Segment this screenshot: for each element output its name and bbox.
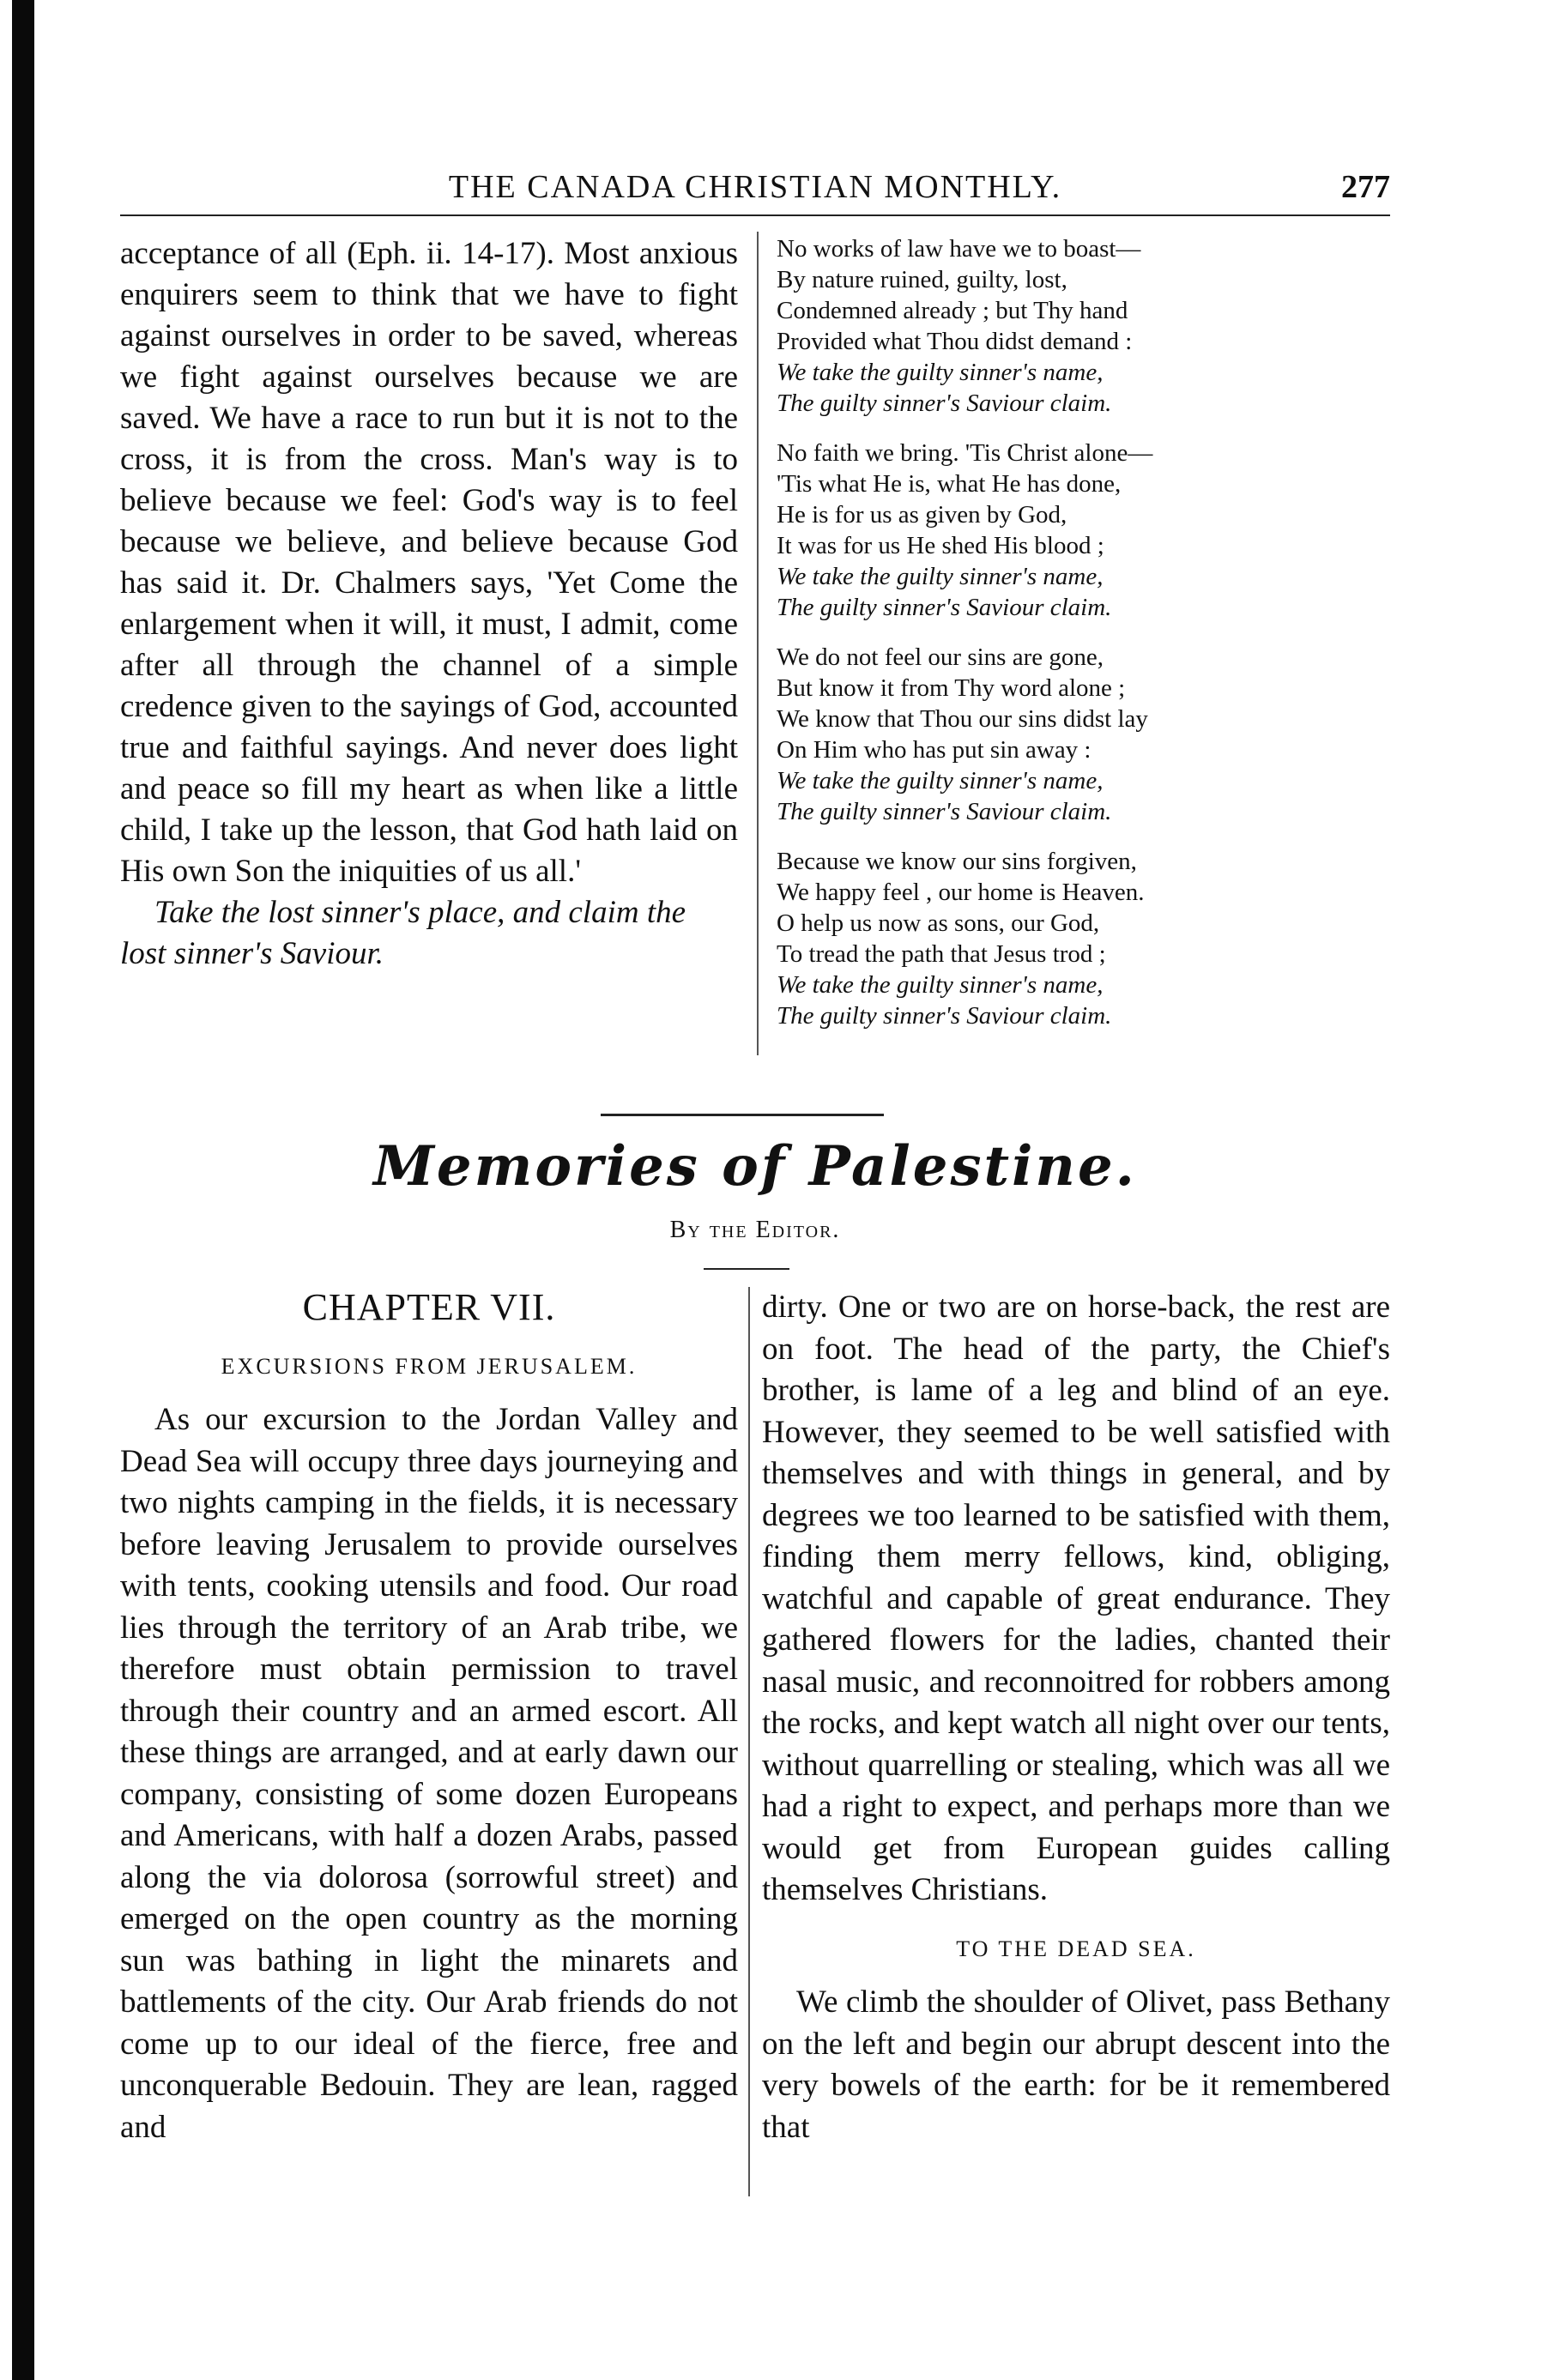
article-column-right — [762, 1287, 1390, 2148]
poem-refrain-line: The guilty sinner's Saviour claim. — [777, 1002, 1112, 1030]
poem-line: On Him who has put sin away : — [777, 736, 1091, 764]
closing-exhortation: Take the lost sinner's place, and claim the lost sinner's Saviour. — [120, 895, 686, 971]
column-divider-bottom — [748, 1287, 750, 2196]
poem-refrain-line: The guilty sinner's Saviour claim. — [777, 390, 1112, 417]
column-divider-top — [757, 232, 759, 1055]
header-rule — [120, 214, 1390, 216]
poem-line: O help us now as sons, our God, — [777, 909, 1100, 937]
article-paragraph: dirty. One or two are on horse-back, the rest are on foot. The head of the party, the Chief's brother, is lame of a leg and blind of an eye. However, they seemed to be well satisfied with themselves and with things in general, and by degrees we too learned to be satisfied with them, finding them merry fellows, kind, obliging, watchful and capable of great endurance. They gathered flowers for the ladies, chanted their nasal music, and reconnoitred for robbers among the rocks, and kept watch all night over our tents, without quarrelling or stealing, which was all we had a right to expect, and perhaps more than we would get from European guides calling themselves Christians. — [762, 1290, 1390, 1907]
poem-refrain-line: We take the guilty sinner's name, — [777, 563, 1104, 590]
poem-line: We do not feel our sins are gone, — [777, 643, 1104, 671]
poem-line: He is for us as given by God, — [777, 501, 1067, 529]
page-number: 277 — [1341, 169, 1390, 205]
article-paragraph: As our excursion to the Jordan Valley and Dead Sea will occupy three days journeying and two nights camping in the fields, it is necessary before leaving Jerusalem to provide ourselves with tents, cooking utensils and food. Our road lies through the territory of an Arab tribe, we therefore must obtain permission to travel through their country and an armed escort. All these things are arranged, and at early dawn our company, consisting of some dozen Europeans and Americans, with half a dozen Arabs, passed along the via dolorosa (sorrowful street) and emerged on the open country as the morning sun was bathing in light the minarets and battlements of the city. Our Arab friends do not come up to our ideal of the fierce, free and unconquerable Bedouin. They are lean, ragged and — [120, 1402, 738, 2145]
poem-stanza-3 — [777, 642, 1390, 827]
poem-line: It was for us He shed His blood ; — [777, 532, 1104, 559]
poem-line: We happy feel , our home is Heaven. — [777, 879, 1145, 906]
poem-line: Condemned already ; but Thy hand — [777, 297, 1128, 324]
paragraph-spacer — [762, 1912, 1390, 1929]
running-title: THE CANADA CHRISTIAN MONTHLY. — [448, 169, 1062, 205]
poem-line: Provided what Thou didst demand : — [777, 328, 1133, 355]
prose-paragraph: acceptance of all (Eph. ii. 14-17). Most anxious enquirers seem to think that we have to fight against ourselves in order to be saved, whereas we fight against ourselves because we are saved. We have a race to run but it is not to the cross, it is from the cross. Man's way is to believe because we feel: God's way is to feel because we believe, and believe because God has said it. Dr. Chalmers says, 'Yet Come the enlargement when it will, it must, I admit, come after all through the channel of a simple credence given to the sayings of God, accounted true and faithful sayings. And never does light and peace so fill my heart as when like a little child, I take up the lesson, that God hath laid on His own Son the iniquities of us all.' — [120, 236, 738, 889]
running-head — [120, 168, 1390, 220]
article-paragraph: We climb the shoulder of Olivet, pass Bethany on the left and begin our abrupt descent into the very bowels of the earth: for be it remembered that — [762, 1984, 1390, 2145]
poem-refrain-line: We take the guilty sinner's name, — [777, 767, 1104, 794]
poem-stanza-4 — [777, 846, 1390, 1031]
page-spine-shadow — [12, 0, 34, 2380]
byline-rule — [704, 1268, 789, 1270]
poem-refrain-line: We take the guilty sinner's name, — [777, 971, 1104, 999]
poem-line: Because we know our sins forgiven, — [777, 848, 1137, 875]
article-title: Memories of Palestine. — [373, 1134, 1137, 1199]
poem-stanza-2 — [777, 438, 1390, 623]
section-subhead-dead-sea: TO THE DEAD SEA. — [956, 1936, 1196, 1961]
poem-stanza-1 — [777, 233, 1390, 419]
poem-line: We know that Thou our sins didst lay — [777, 705, 1148, 733]
section-subhead-excursions: EXCURSIONS FROM JERUSALEM. — [221, 1353, 638, 1379]
poem-column — [777, 233, 1390, 1050]
poem-line: By nature ruined, guilty, lost, — [777, 266, 1067, 293]
chapter-title: CHAPTER VII. — [302, 1286, 556, 1328]
poem-line: No works of law have we to boast— — [777, 235, 1141, 263]
article-byline: By the Editor. — [669, 1217, 841, 1243]
poem-line: To tread the path that Jesus trod ; — [777, 940, 1106, 968]
poem-line: 'Tis what He is, what He has done, — [777, 470, 1122, 498]
poem-line: But know it from Thy word alone ; — [777, 674, 1126, 702]
prose-column-top-left — [120, 233, 738, 975]
section-separator-rule — [601, 1114, 884, 1116]
article-column-left — [120, 1287, 738, 2148]
poem-line: No faith we bring. 'Tis Christ alone— — [777, 439, 1153, 467]
poem-refrain-line: The guilty sinner's Saviour claim. — [777, 798, 1112, 825]
poem-refrain-line: We take the guilty sinner's name, — [777, 359, 1104, 386]
poem-refrain-line: The guilty sinner's Saviour claim. — [777, 594, 1112, 621]
